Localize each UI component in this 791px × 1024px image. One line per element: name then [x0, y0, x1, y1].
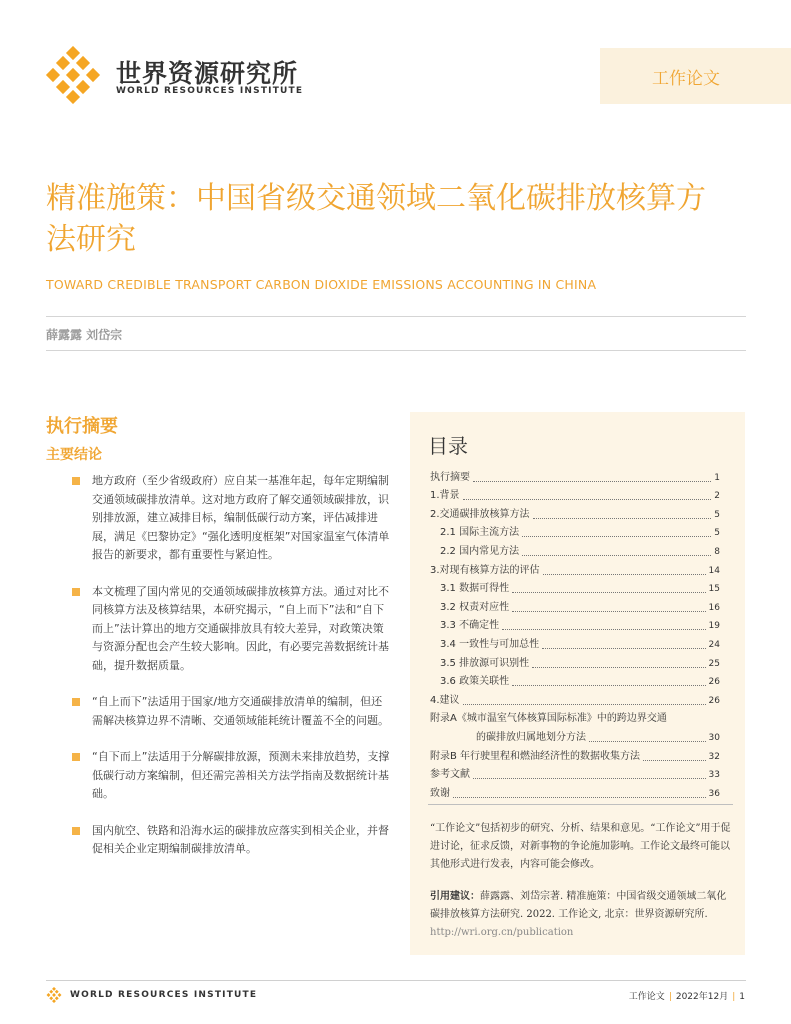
authors: 薛露露 刘岱宗 — [46, 328, 123, 342]
wri-logo-icon — [44, 46, 102, 104]
working-paper-label: 工作论文 — [652, 69, 720, 89]
list-item: “自上而下”法适用于国家/地方交通碳排放清单的编制，但还需解决核算边界不清晰、交通领域能耗统计覆盖不全的问题。 — [72, 693, 390, 730]
divider — [46, 350, 746, 351]
toc-item[interactable]: 3.1 数据可得性 15 — [440, 583, 720, 595]
bullet-square-icon — [72, 588, 80, 596]
footer-paper-type: 工作论文 — [628, 992, 665, 1002]
citation-label: 引用建议： — [430, 891, 480, 902]
toc-item[interactable]: 附录B 年行驶里程和燃油经济性的数据收集方法 32 — [430, 750, 720, 762]
footer-org-name: WORLD RESOURCES INSTITUTE — [70, 990, 258, 1000]
toc-item[interactable]: 2.交通碳排放核算方法 5 — [430, 508, 720, 520]
page-number: 1 — [739, 992, 745, 1002]
page-title-en: TOWARD CREDIBLE TRANSPORT CARBON DIOXIDE EMISSIONS ACCOUNTING IN CHINA — [46, 277, 597, 292]
toc-item[interactable]: 3.5 排放源可识别性 25 — [440, 657, 720, 669]
footer-meta: 工作论文 | 2022年12月 | 1 — [628, 992, 745, 1002]
bullet-square-icon — [72, 753, 80, 761]
org-name-en: WORLD RESOURCES INSTITUTE — [116, 86, 304, 96]
toc-item[interactable]: 3.4 一致性与可加总性 24 — [440, 638, 720, 650]
key-findings-list — [72, 472, 390, 877]
toc-item[interactable]: 参考文献 33 — [430, 769, 720, 781]
citation-text: 薛露露、刘岱宗著. 精准施策：中国省级交通领域二氧化碳排放核算方法研究. 2022. 工作论文, 北京：世界资源研究所. — [430, 891, 727, 920]
toc-item[interactable]: 3.6 政策关联性 26 — [440, 676, 720, 688]
toc-item[interactable]: 2.1 国际主流方法 5 — [440, 527, 720, 539]
divider — [46, 316, 746, 317]
summary-subheading: 主要结论 — [46, 447, 102, 463]
toc-item[interactable]: 的碳排放归属地划分方法 30 — [476, 731, 720, 743]
bullet-square-icon — [72, 698, 80, 706]
toc-list — [430, 466, 720, 801]
list-item: 地方政府（至少省级政府）应自某一基准年起，每年定期编制交通领域碳排放清单。这对地方政府了解交通领域碳排放，识别排放源，建立减排目标，编制低碳行动方案，评估减排进展，满足《巴黎协定》“强化透明度框架”对国家温室气体清单报告的新要求，都有重要性与紧迫性。 — [72, 472, 390, 565]
divider — [428, 804, 733, 805]
toc-item[interactable]: 3.2 权责对应性 16 — [440, 601, 720, 613]
footer-date: 2022年12月 — [675, 992, 729, 1002]
org-name-cn: 世界资源研究所 — [116, 59, 299, 88]
list-item: 国内航空、铁路和沿海水运的碳排放应落实到相关企业，并督促相关企业定期编制碳排放清单。 — [72, 822, 390, 859]
citation-link[interactable]: http://wri.org.cn/publication — [430, 927, 574, 938]
bullet-square-icon — [72, 477, 80, 485]
list-item: 本文梳理了国内常见的交通领域碳排放核算方法。通过对比不同核算方法及核算结果，本研究揭示，“自上而下”法和“自下而上”法计算出的地方交通碳排放具有较大差异，对政策决策与资源分配也会产生较大影响。因此，有必要完善数据统计基础，提升数据质量。 — [72, 583, 390, 676]
toc-item[interactable]: 致谢 36 — [430, 787, 720, 799]
toc-item[interactable]: 执行摘要 1 — [430, 471, 720, 483]
toc-title: 目录 — [428, 434, 468, 458]
citation — [430, 888, 735, 942]
list-item: “自下而上”法适用于分解碳排放源，预测未来排放趋势，支撑低碳行动方案编制，但还需完善相关方法学指南及数据统计基础。 — [72, 748, 390, 804]
summary-heading: 执行摘要 — [46, 416, 118, 437]
divider — [46, 980, 746, 981]
page-title: 精准施策：中国省级交通领域二氧化碳排放核算方法研究 — [46, 181, 706, 257]
working-paper-badge — [600, 48, 791, 104]
bullet-square-icon — [72, 827, 80, 835]
toc-item[interactable]: 附录A《城市温室气体核算国际标准》中的跨边界交通 — [430, 713, 667, 725]
wri-logo-icon — [46, 987, 62, 1003]
toc-item[interactable]: 3.3 不确定性 19 — [440, 620, 720, 632]
toc-item[interactable]: 2.2 国内常见方法 8 — [440, 545, 720, 557]
toc-item[interactable]: 4.建议 26 — [430, 694, 720, 706]
working-paper-note: “工作论文”包括初步的研究、分析、结果和意见。“工作论文”用于促进讨论，征求反馈，对新事物的争论施加影响。工作论文最终可能以其他形式进行发表，内容可能会修改。 — [430, 823, 731, 870]
toc-item[interactable]: 1.背景 2 — [430, 490, 720, 502]
toc-item[interactable]: 3.对现有核算方法的评估 14 — [430, 564, 720, 576]
